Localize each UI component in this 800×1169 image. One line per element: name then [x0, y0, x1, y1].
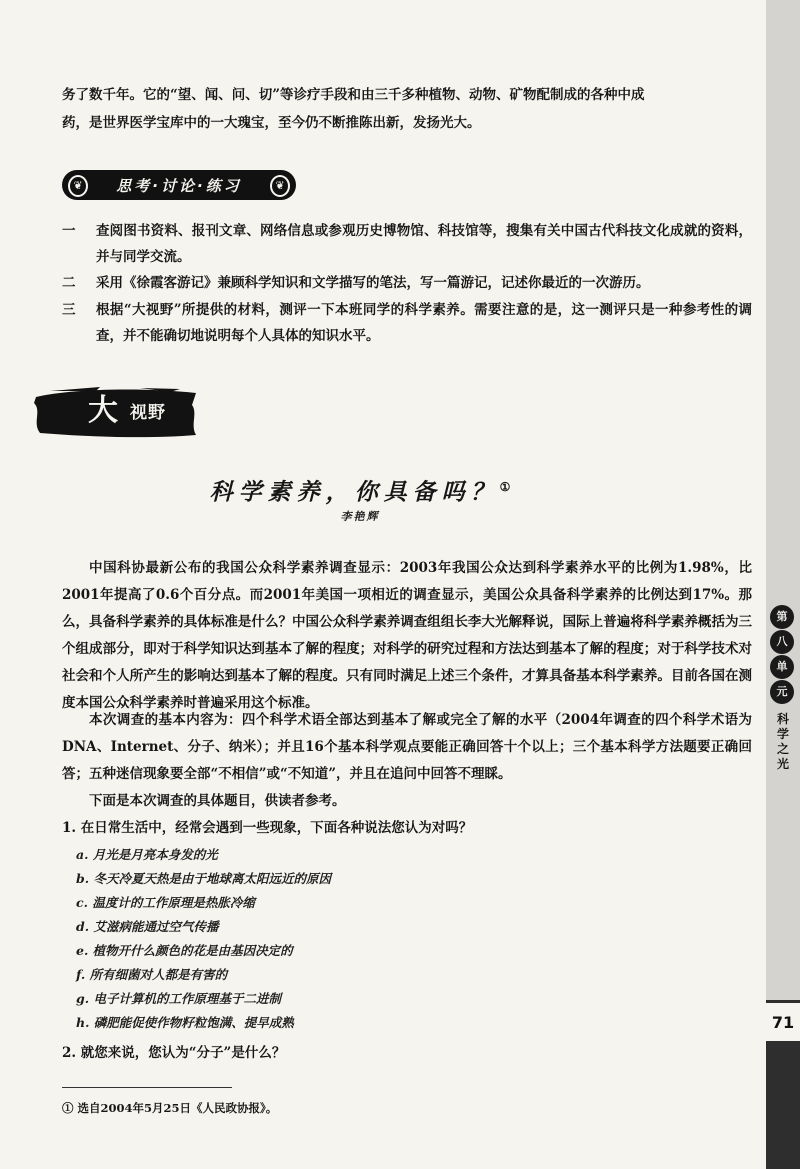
- article-author: 李艳辉: [340, 510, 380, 523]
- footnote-divider: [62, 1087, 232, 1088]
- answer-option: b. 冬天冷夏天热是由于地球离太阳远近的原因: [76, 871, 331, 886]
- intro-line-2: 药，是世界医学宝库中的一大瑰宝，至今仍不断推陈出新，发扬光大。: [62, 115, 481, 131]
- unit-char-circle: 八: [770, 630, 794, 654]
- intro-line-1: 务了数千年。它的“望、闻、问、切”等诊疗手段和由三千多种植物、动物、矿物配制成的各种中成: [62, 87, 645, 103]
- exercise-text: 查阅图书资料、报刊文章、网络信息或参观历史博物馆、科技馆等，搜集有关中国古代科技文化成就的资料，并与同学交流。: [96, 223, 752, 265]
- exercise-item: [62, 218, 752, 270]
- exercise-number: 三: [62, 302, 76, 318]
- answer-option: h. 磷肥能促使作物籽粒饱满、提早成熟: [76, 1015, 294, 1030]
- side-tab-strip: [766, 0, 800, 1169]
- exercise-text: 根据“大视野”所提供的材料，测评一下本班同学的科学素养。需要注意的是，这一测评只是一种参考性的调查，并不能确切地说明每个人具体的知识水平。: [96, 302, 752, 344]
- answer-option: d. 艾滋病能通过空气传播: [76, 919, 219, 934]
- scroll-ornament-icon: ❦: [68, 175, 88, 197]
- exercise-text: 采用《徐霞客游记》兼顾科学知识和文学描写的笔法，写一篇游记，记述你最近的一次游历。: [96, 275, 650, 291]
- exercise-banner: [62, 170, 296, 200]
- question-2: 2. 就您来说，您认为“分子”是什么？: [62, 1045, 286, 1061]
- page-number: 71: [771, 1012, 795, 1032]
- page-number-box: [766, 1003, 800, 1041]
- question-1: 1. 在日常生活中，经常会遇到一些现象，下面各种说法您认为对吗？: [62, 820, 473, 836]
- footnote: ① 选自2004年5月25日《人民政协报》。: [62, 1101, 278, 1115]
- exercise-number: 一: [62, 223, 76, 239]
- answer-option: a. 月光是月亮本身发的光: [76, 847, 218, 862]
- unit-char-circle: 第: [770, 605, 794, 629]
- answer-option: e. 植物开什么颜色的花是由基因决定的: [76, 943, 293, 958]
- section-title-big: 大: [88, 393, 118, 428]
- scroll-ornament-icon: ❦: [270, 175, 290, 197]
- footnote-marker: ①: [499, 480, 511, 494]
- answer-option: g. 电子计算机的工作原理基于二进制: [76, 991, 281, 1006]
- article-paragraph-1: 中国科协最新公布的我国公众科学素养调查显示：2003年我国公众达到科学素养水平的比例为1.98%，比2001年提高了0.6个百分点。而2001年美国一项相近的调查显示，美国公众具备科学素养的比例达到17%。那么，具备科学素养的具体标准是什么？中国公众科学素养调查组组长李大光解释说，国际上普遍将科学素养概括为三个组成部分，即对于科学知识达到基本了解的程度；对科学的研究过程和方法达到基本了解的程度；对于科学技术对社会和个人所产生的影响达到基本了解的程度。只有同时满足上述三个条件，才算具备基本科学素养。目前各国在测度本国公众科学素养时普遍采用这个标准。: [62, 560, 752, 711]
- article-paragraph-3: 下面是本次调查的具体题目，供读者参考。: [89, 793, 346, 809]
- section-title-small: 视野: [130, 403, 166, 423]
- article-title: [0, 470, 720, 510]
- exercise-number: 二: [62, 275, 76, 291]
- section-banner: [30, 385, 200, 441]
- exercise-banner-label: 思考·讨论·练习: [116, 176, 242, 195]
- answer-option: f. 所有细菌对人都是有害的: [76, 967, 228, 982]
- exercise-item: [62, 270, 752, 296]
- article-title-text: 科学素养，你具备吗？: [209, 478, 500, 506]
- exercise-item: [62, 297, 752, 349]
- unit-char-circle: 单: [770, 655, 794, 679]
- article-paragraph-2: 本次调查的基本内容为：四个科学术语全部达到基本了解或完全了解的水平（2004年调查的四个科学术语为DNA、Internet、分子、纳米）；并且16个基本科学观点要能正确回答十个以上；三个基本科学方法题要正确回答；五种迷信现象要全部“不相信”或“不知道”，并且在追问中回答不理睬。: [62, 712, 752, 782]
- unit-char-circle: 元: [770, 680, 794, 704]
- unit-title: 科学之光: [776, 712, 789, 771]
- answer-option: c. 温度计的工作原理是热胀冷缩: [76, 895, 255, 910]
